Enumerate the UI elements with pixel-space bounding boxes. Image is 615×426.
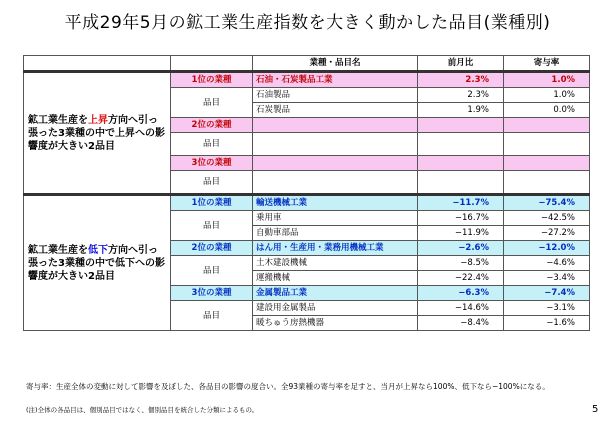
table-row [24,72,590,88]
item-contrib: −4.6% [504,256,590,271]
item-label: 品目 [171,171,253,195]
industry-contrib: −75.4% [504,195,590,211]
industry-name: 輸送機械工業 [253,195,418,211]
rank-label: 3位の業種 [171,156,253,171]
item-mom: −11.9% [418,226,504,241]
industry-name [253,156,418,171]
industry-mom: −6.3% [418,286,504,301]
item-label: 品目 [171,301,253,331]
industry-contrib: −7.4% [504,286,590,301]
item-mom: −8.5% [418,256,504,271]
page-title: 平成29年5月の鉱工業生産指数を大きく動かした品目(業種別) [64,13,551,33]
page-number: 5 [592,404,599,415]
item-contrib: −3.1% [504,301,590,316]
item-contrib: 1.0% [504,88,590,103]
item-name: 暖ちゅう房熱機器 [253,316,418,331]
header-mom: 前月比 [418,56,504,72]
item-mom: −14.6% [418,301,504,316]
item-label: 品目 [171,133,253,156]
item-name: 土木建設機械 [253,256,418,271]
rank-label: 3位の業種 [171,286,253,301]
header-row [24,56,590,72]
item-label: 品目 [171,211,253,241]
industry-name [253,118,418,133]
item-name: 乗用車 [253,211,418,226]
item-name: 自動車部品 [253,226,418,241]
item-name: 運搬機械 [253,271,418,286]
rank-label: 2位の業種 [171,241,253,256]
item-label: 品目 [171,256,253,286]
industry-table [23,55,590,331]
industry-name: 石油・石炭製品工業 [253,72,418,88]
industry-contrib: −12.0% [504,241,590,256]
item-label: 品目 [171,88,253,118]
group-label-fall: 鉱工業生産を低下方向へ引っ張った3業種の中で低下への影響度が大きい2品目 [24,195,171,331]
rank-label: 1位の業種 [171,72,253,88]
item-name: 石炭製品 [253,103,418,118]
header-contrib: 寄与率 [504,56,590,72]
header-industry: 業種・品目名 [253,56,418,72]
item-name: 建設用金属製品 [253,301,418,316]
rank-label: 2位の業種 [171,118,253,133]
item-mom: −8.4% [418,316,504,331]
industry-name: はん用・生産用・業務用機械工業 [253,241,418,256]
industry-name: 金属製品工業 [253,286,418,301]
group-label-rise: 鉱工業生産を上昇方向へ引っ張った3業種の中で上昇への影響度が大きい2品目 [24,72,171,195]
footnote-contribution: 寄与率：生産全体の変動に対して影響を及ぼした、各品目の影響の度合い。全93業種の寄与率を足すと、当月が上昇なら100%、低下なら−100%になる。 [26,382,550,391]
industry-contrib: 1.0% [504,72,590,88]
table-row [24,195,590,211]
item-contrib: −1.6% [504,316,590,331]
item-mom: 2.3% [418,88,504,103]
footnote-note: (注)全体の各品目は、個別品目ではなく、個別品目を統合した分類によるもの。 [26,406,259,414]
item-mom: −16.7% [418,211,504,226]
industry-mom: −11.7% [418,195,504,211]
item-mom: −22.4% [418,271,504,286]
industry-mom: 2.3% [418,72,504,88]
rank-label: 1位の業種 [171,195,253,211]
item-contrib: −42.5% [504,211,590,226]
item-contrib: −3.4% [504,271,590,286]
item-contrib: −27.2% [504,226,590,241]
item-mom: 1.9% [418,103,504,118]
industry-mom: −2.6% [418,241,504,256]
item-contrib: 0.0% [504,103,590,118]
item-name: 石油製品 [253,88,418,103]
